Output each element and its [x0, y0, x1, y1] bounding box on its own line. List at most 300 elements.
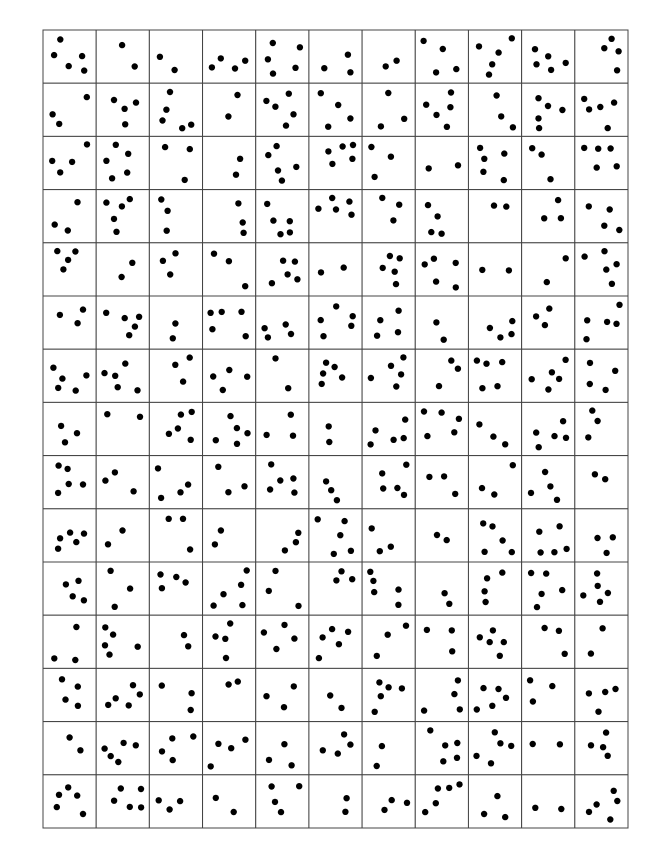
dot — [240, 219, 246, 225]
dot — [323, 478, 329, 484]
dot — [586, 203, 592, 209]
dot-cell — [575, 456, 628, 509]
dot — [133, 99, 139, 105]
dot — [166, 431, 172, 437]
dot — [379, 195, 385, 201]
dot — [435, 785, 441, 791]
dot — [428, 229, 434, 235]
dot-cell — [575, 349, 628, 402]
dot-cell — [256, 30, 309, 83]
dot — [611, 788, 617, 794]
dot — [369, 525, 375, 531]
dot — [508, 743, 514, 749]
cell-border — [522, 509, 575, 562]
dot — [180, 516, 186, 522]
dot — [448, 357, 454, 363]
dot — [349, 576, 355, 582]
dot — [508, 331, 514, 337]
dot — [481, 549, 487, 555]
dot — [73, 387, 79, 393]
dot — [126, 702, 132, 708]
dot — [266, 588, 272, 594]
dot-cell — [575, 136, 628, 189]
dot — [220, 591, 226, 597]
dot — [239, 602, 245, 608]
dot — [444, 537, 450, 543]
dot — [110, 631, 116, 637]
dot — [337, 532, 343, 538]
dot-cell — [575, 296, 628, 349]
dot — [101, 370, 107, 376]
dot — [261, 325, 267, 331]
cell-border — [43, 615, 96, 668]
dot-cell — [415, 615, 468, 668]
dot — [510, 462, 516, 468]
dot-cell — [309, 722, 362, 775]
cell-border — [149, 722, 202, 775]
dot — [368, 375, 374, 381]
dot — [104, 411, 110, 417]
dot — [187, 146, 193, 152]
dot — [331, 551, 337, 557]
dot — [446, 601, 452, 607]
dot-cell — [362, 722, 415, 775]
dot — [453, 66, 459, 72]
cell-border — [309, 668, 362, 721]
dot — [159, 117, 165, 123]
dot — [345, 629, 351, 635]
dot — [390, 437, 396, 443]
cell-border — [415, 243, 468, 296]
dot — [486, 71, 492, 77]
dot — [155, 465, 161, 471]
dot-cell — [522, 668, 575, 721]
dot — [502, 441, 508, 447]
cell-border — [203, 509, 256, 562]
cell-border — [203, 30, 256, 83]
dot — [588, 650, 594, 656]
dot — [295, 530, 301, 536]
dot — [292, 258, 298, 264]
dot — [367, 441, 373, 447]
cell-border — [203, 456, 256, 509]
dot — [55, 462, 61, 468]
dot — [188, 437, 194, 443]
dot — [534, 604, 540, 610]
dot — [605, 753, 611, 759]
dot — [213, 795, 219, 801]
dot — [54, 248, 60, 254]
dot-cell — [256, 509, 309, 562]
dot — [343, 795, 349, 801]
dot — [602, 387, 608, 393]
dot — [65, 227, 71, 233]
dot — [315, 206, 321, 212]
dot — [288, 762, 294, 768]
dot — [403, 623, 409, 629]
dot — [57, 535, 63, 541]
cell-border — [575, 456, 628, 509]
dot — [449, 648, 455, 654]
dot-cell — [468, 615, 521, 668]
cell-border — [522, 402, 575, 455]
dot — [156, 797, 162, 803]
dot-cell — [415, 668, 468, 721]
dot — [132, 323, 138, 329]
cell-border — [362, 668, 415, 721]
dot — [589, 407, 595, 413]
dot — [602, 476, 608, 482]
dot — [444, 124, 450, 130]
dot — [436, 383, 442, 389]
dot — [65, 257, 71, 263]
dot — [449, 627, 455, 633]
dot — [510, 124, 516, 130]
dot — [265, 334, 271, 340]
dot — [127, 804, 133, 810]
dot-cell — [96, 668, 149, 721]
dot-cell — [149, 402, 202, 455]
dot — [326, 439, 332, 445]
dot — [503, 695, 509, 701]
dot — [441, 590, 447, 596]
dot — [476, 421, 482, 427]
dot — [533, 61, 539, 67]
dot — [75, 578, 81, 584]
dot — [208, 763, 214, 769]
dot — [83, 372, 89, 378]
dot — [431, 256, 437, 262]
dot-cell — [96, 722, 149, 775]
cell-border — [149, 190, 202, 243]
dot — [279, 177, 285, 183]
dot — [75, 703, 81, 709]
dot — [374, 333, 380, 339]
dot — [559, 587, 565, 593]
dot — [509, 549, 515, 555]
cell-border — [415, 615, 468, 668]
cell-border — [149, 668, 202, 721]
dot-cell — [468, 668, 521, 721]
dot-cell — [415, 722, 468, 775]
cell-border — [575, 615, 628, 668]
dot-cell — [203, 722, 256, 775]
dot — [177, 798, 183, 804]
dot — [266, 757, 272, 763]
dot — [133, 742, 139, 748]
dot — [455, 677, 461, 683]
cell-border — [309, 775, 362, 828]
dot — [326, 423, 332, 429]
dot — [242, 58, 248, 64]
dot — [81, 67, 87, 73]
dot — [172, 320, 178, 326]
cell-border — [256, 83, 309, 136]
dot-cell — [96, 349, 149, 402]
dot — [544, 279, 550, 285]
dot-cell — [362, 296, 415, 349]
cell-border — [96, 562, 149, 615]
dot — [320, 370, 326, 376]
dot — [121, 106, 127, 112]
dot — [563, 435, 569, 441]
dot — [455, 366, 461, 372]
dot — [73, 624, 79, 630]
dot — [456, 781, 462, 787]
dot — [244, 567, 250, 573]
dot — [489, 523, 495, 529]
cell-border — [468, 562, 521, 615]
dot-cell — [575, 243, 628, 296]
dot — [215, 464, 221, 470]
cell-border — [256, 349, 309, 402]
dot-cell — [203, 296, 256, 349]
dot — [424, 627, 430, 633]
dot-cell — [468, 722, 521, 775]
dot — [532, 46, 538, 52]
dot — [506, 267, 512, 273]
dot — [66, 734, 72, 740]
dot — [272, 799, 278, 805]
dot — [115, 384, 121, 390]
dot — [112, 469, 118, 475]
dot — [456, 416, 462, 422]
dot — [595, 583, 601, 589]
dot — [588, 742, 594, 748]
dot — [285, 385, 291, 391]
cell-border — [522, 243, 575, 296]
dot — [188, 690, 194, 696]
dot — [111, 798, 117, 804]
dot — [179, 125, 185, 131]
cell-border — [96, 30, 149, 83]
cell-border — [415, 562, 468, 615]
dot — [422, 261, 428, 267]
cell-border — [575, 402, 628, 455]
dot-cell — [43, 296, 96, 349]
dot — [607, 206, 613, 212]
dot — [346, 198, 352, 204]
dot — [480, 685, 486, 691]
dot-cell — [522, 775, 575, 828]
dot — [265, 56, 271, 62]
dot — [135, 644, 141, 650]
dot — [284, 271, 290, 277]
dot — [242, 283, 248, 289]
dot — [490, 433, 496, 439]
dot — [318, 90, 324, 96]
dot — [77, 747, 83, 753]
dot — [433, 278, 439, 284]
dot — [404, 800, 410, 806]
dot — [481, 156, 487, 162]
dot — [424, 433, 430, 439]
dot — [238, 309, 244, 315]
dot-cell — [522, 456, 575, 509]
cell-border — [415, 509, 468, 562]
dot — [551, 549, 557, 555]
dot — [319, 634, 325, 640]
dot — [479, 485, 485, 491]
dot-cell — [415, 562, 468, 615]
dot — [108, 753, 114, 759]
dot — [558, 806, 564, 812]
dot — [402, 416, 408, 422]
dot — [212, 541, 218, 547]
dot — [481, 811, 487, 817]
dot-cell — [522, 243, 575, 296]
dot — [608, 36, 614, 42]
cell-border — [96, 190, 149, 243]
dot — [587, 381, 593, 387]
cell-border — [203, 402, 256, 455]
dot — [106, 651, 112, 657]
dot-cell — [256, 402, 309, 455]
dot-cell — [149, 349, 202, 402]
dot-cell — [149, 775, 202, 828]
cell-border — [415, 136, 468, 189]
cell-border — [362, 402, 415, 455]
dot — [599, 625, 605, 631]
cell-border — [468, 775, 521, 828]
dot-cell — [256, 190, 309, 243]
dot — [603, 729, 609, 735]
cell-border — [43, 83, 96, 136]
dot — [385, 632, 391, 638]
dot — [341, 731, 347, 737]
dot — [273, 143, 279, 149]
dot-cell — [149, 190, 202, 243]
dot — [290, 433, 296, 439]
dot — [119, 527, 125, 533]
dot — [220, 387, 226, 393]
dot — [277, 477, 283, 483]
dot — [614, 798, 620, 804]
dot — [325, 148, 331, 154]
dot — [489, 61, 495, 67]
cell-border — [256, 509, 309, 562]
dot — [527, 677, 533, 683]
dot — [80, 811, 86, 817]
dot — [334, 497, 340, 503]
dot — [272, 104, 278, 110]
dot — [499, 537, 505, 543]
dot — [167, 271, 173, 277]
dot-cell — [522, 615, 575, 668]
dot — [499, 359, 505, 365]
dot — [67, 529, 73, 535]
dot — [613, 261, 619, 267]
dot — [219, 309, 225, 315]
dot — [530, 698, 536, 704]
dot — [261, 629, 267, 635]
dot-cell — [468, 190, 521, 243]
cell-border — [203, 668, 256, 721]
cell-border — [309, 83, 362, 136]
dot — [542, 469, 548, 475]
dot — [218, 55, 224, 61]
cell-border — [203, 775, 256, 828]
dot — [227, 620, 233, 626]
dot — [213, 437, 219, 443]
dot — [51, 655, 57, 661]
cell-border — [575, 349, 628, 402]
dot — [316, 655, 322, 661]
dot — [546, 305, 552, 311]
dot — [175, 425, 181, 431]
cell-border — [149, 83, 202, 136]
dot — [225, 681, 231, 687]
dot — [433, 69, 439, 75]
dot-cell — [256, 243, 309, 296]
dot — [383, 63, 389, 69]
dot — [401, 492, 407, 498]
dot-cell — [415, 456, 468, 509]
dot — [185, 481, 191, 487]
cell-border — [149, 615, 202, 668]
cell-border — [415, 722, 468, 775]
dot — [503, 203, 509, 209]
dot — [244, 430, 250, 436]
dot — [210, 373, 216, 379]
dot — [231, 809, 237, 815]
cell-border — [43, 402, 96, 455]
dot — [551, 433, 557, 439]
dot-cell — [96, 509, 149, 562]
dot — [49, 158, 55, 164]
cell-border — [362, 30, 415, 83]
dot — [491, 202, 497, 208]
cell-border — [43, 722, 96, 775]
cell-border — [575, 30, 628, 83]
dot — [580, 592, 586, 598]
dot-cell — [309, 136, 362, 189]
dot — [124, 169, 130, 175]
dot — [487, 325, 493, 331]
dot — [163, 107, 169, 113]
dot — [603, 550, 609, 556]
dot-cell — [256, 615, 309, 668]
dot — [210, 602, 216, 608]
dot — [393, 58, 399, 64]
dot — [394, 485, 400, 491]
dot — [549, 369, 555, 375]
dot — [172, 250, 178, 256]
dot — [493, 92, 499, 98]
dot — [162, 144, 168, 150]
dot — [189, 409, 195, 415]
dot-cell — [256, 136, 309, 189]
dot — [335, 750, 341, 756]
dot — [497, 334, 503, 340]
cell-border — [149, 136, 202, 189]
dot — [368, 144, 374, 150]
dot — [238, 582, 244, 588]
dot-cell — [203, 775, 256, 828]
dot — [378, 123, 384, 129]
dot — [178, 411, 184, 417]
dot — [273, 646, 279, 652]
dot-cell — [468, 30, 521, 83]
dot — [440, 758, 446, 764]
dot-cell — [203, 615, 256, 668]
dot — [169, 735, 175, 741]
dot — [187, 546, 193, 552]
dot — [294, 276, 300, 282]
dot — [559, 107, 565, 113]
dot — [497, 653, 503, 659]
dot — [66, 481, 72, 487]
